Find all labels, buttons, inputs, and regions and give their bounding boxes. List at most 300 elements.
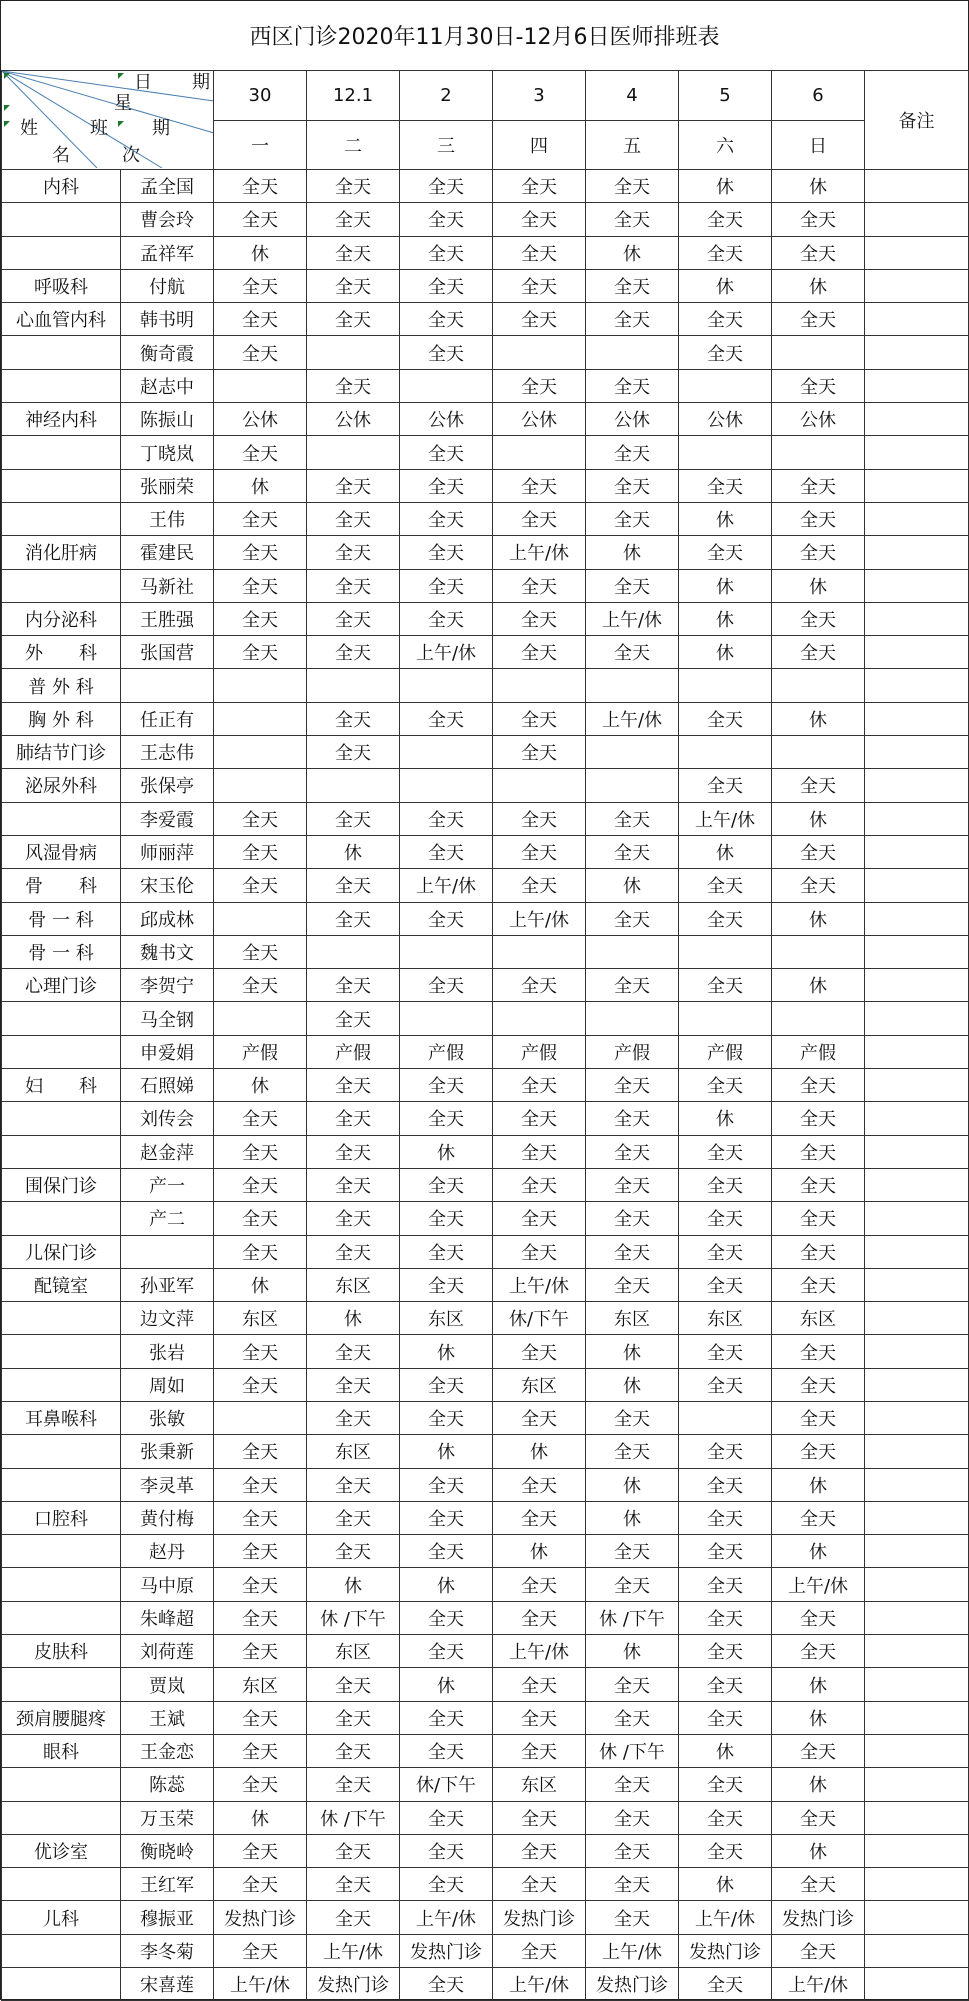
shift-cell: 全天 xyxy=(772,835,865,868)
shift-cell: 全天 xyxy=(400,1868,493,1901)
shift-cell xyxy=(400,369,493,402)
remark-cell xyxy=(865,1734,969,1767)
shift-cell: 全天 xyxy=(679,1968,772,2001)
shift-cell: 全天 xyxy=(493,1168,586,1201)
shift-cell: 全天 xyxy=(307,1768,400,1801)
shift-cell: 休 xyxy=(214,469,307,502)
shift-cell: 休 xyxy=(772,569,865,602)
shift-cell xyxy=(586,336,679,369)
cell-marker-icon xyxy=(118,121,124,127)
table-row xyxy=(2,1934,969,1967)
shift-cell: 全天 xyxy=(586,902,679,935)
shift-cell: 全天 xyxy=(772,769,865,802)
shift-cell: 全天 xyxy=(307,502,400,535)
shift-cell: 全天 xyxy=(772,1335,865,1368)
table-row xyxy=(2,869,969,902)
shift-cell: 全天 xyxy=(307,369,400,402)
shift-cell: 全天 xyxy=(214,869,307,902)
remark-cell xyxy=(865,1601,969,1634)
shift-cell: 全天 xyxy=(493,636,586,669)
table-row xyxy=(2,1968,969,2001)
table-row xyxy=(2,1701,969,1734)
table-row xyxy=(2,1069,969,1102)
shift-cell xyxy=(772,736,865,769)
shift-cell: 全天 xyxy=(493,469,586,502)
department-cell xyxy=(2,336,121,369)
table-row xyxy=(2,1801,969,1834)
corner-header-cell xyxy=(2,71,214,170)
shift-cell: 全天 xyxy=(214,336,307,369)
shift-cell: 上午/休 xyxy=(493,902,586,935)
table-row xyxy=(2,969,969,1002)
shift-cell xyxy=(214,736,307,769)
shift-cell: 全天 xyxy=(214,1368,307,1401)
shift-cell: 全天 xyxy=(214,1501,307,1534)
department-cell: 普 外 科 xyxy=(2,669,121,702)
shift-cell: 休 xyxy=(586,1368,679,1401)
shift-cell xyxy=(214,1401,307,1434)
remark-cell xyxy=(865,436,969,469)
shift-cell: 休 /下午 xyxy=(586,1734,679,1767)
department-cell xyxy=(2,1868,121,1901)
doctor-name-cell: 周如 xyxy=(121,1368,214,1401)
department-cell: 皮肤科 xyxy=(2,1635,121,1668)
shift-cell: 全天 xyxy=(772,236,865,269)
table-row xyxy=(2,403,969,436)
shift-cell: 全天 xyxy=(493,1401,586,1434)
shift-cell: 休 xyxy=(586,536,679,569)
doctor-name-cell: 黄付梅 xyxy=(121,1501,214,1534)
remark-cell xyxy=(865,403,969,436)
table-row xyxy=(2,236,969,269)
shift-cell: 全天 xyxy=(772,1368,865,1401)
shift-cell: 休 xyxy=(772,269,865,302)
shift-cell: 全天 xyxy=(214,1601,307,1634)
shift-cell: 全天 xyxy=(493,1501,586,1534)
shift-cell: 全天 xyxy=(307,1368,400,1401)
department-cell xyxy=(2,502,121,535)
shift-cell: 全天 xyxy=(679,1368,772,1401)
shift-cell xyxy=(772,1002,865,1035)
shift-cell: 全天 xyxy=(679,303,772,336)
shift-cell: 全天 xyxy=(214,1102,307,1135)
shift-cell: 全天 xyxy=(679,1135,772,1168)
table-row xyxy=(2,303,969,336)
corner-label-qi-mid: 期 xyxy=(152,118,170,139)
shift-cell: 全天 xyxy=(493,1801,586,1834)
shift-cell xyxy=(400,769,493,802)
shift-cell: 全天 xyxy=(493,1668,586,1701)
department-cell xyxy=(2,1801,121,1834)
shift-cell: 全天 xyxy=(772,1501,865,1534)
remark-cell xyxy=(865,1302,969,1335)
remark-cell xyxy=(865,336,969,369)
shift-cell: 全天 xyxy=(772,1601,865,1634)
shift-cell: 休 xyxy=(772,902,865,935)
shift-cell: 休 xyxy=(772,1834,865,1867)
shift-cell: 全天 xyxy=(400,469,493,502)
shift-cell: 全天 xyxy=(586,1834,679,1867)
doctor-name-cell: 师丽萍 xyxy=(121,835,214,868)
remark-cell xyxy=(865,1468,969,1501)
table-row xyxy=(2,336,969,369)
table-row xyxy=(2,436,969,469)
shift-cell: 全天 xyxy=(307,636,400,669)
shift-cell: 休 xyxy=(400,1135,493,1168)
shift-cell: 全天 xyxy=(307,536,400,569)
remark-cell xyxy=(865,170,969,203)
shift-cell: 休 xyxy=(307,1568,400,1601)
department-cell xyxy=(2,1968,121,2001)
shift-cell: 全天 xyxy=(586,1868,679,1901)
shift-cell: 东区 xyxy=(493,1368,586,1401)
department-cell xyxy=(2,569,121,602)
shift-cell: 全天 xyxy=(493,1568,586,1601)
department-cell: 呼吸科 xyxy=(2,269,121,302)
shift-cell: 全天 xyxy=(400,1069,493,1102)
table-row xyxy=(2,1302,969,1335)
shift-cell: 休 /下午 xyxy=(307,1801,400,1834)
doctor-name-cell: 张国营 xyxy=(121,636,214,669)
doctor-name-cell: 任正有 xyxy=(121,702,214,735)
shift-cell: 全天 xyxy=(679,1501,772,1534)
shift-cell: 休 xyxy=(493,1435,586,1468)
shift-cell: 全天 xyxy=(400,1368,493,1401)
doctor-name-cell: 申爱娟 xyxy=(121,1035,214,1068)
shift-cell: 休 xyxy=(772,170,865,203)
department-cell xyxy=(2,1302,121,1335)
shift-cell: 全天 xyxy=(214,436,307,469)
shift-cell: 全天 xyxy=(493,1069,586,1102)
shift-cell: 全天 xyxy=(586,1135,679,1168)
shift-cell: 全天 xyxy=(214,1868,307,1901)
remark-cell xyxy=(865,802,969,835)
shift-cell: 休 xyxy=(400,1335,493,1368)
shift-cell: 全天 xyxy=(772,1435,865,1468)
shift-cell xyxy=(772,935,865,968)
shift-cell: 休 xyxy=(679,1868,772,1901)
doctor-name-cell: 贾岚 xyxy=(121,1668,214,1701)
shift-cell: 全天 xyxy=(586,1568,679,1601)
department-cell: 骨 一 科 xyxy=(2,902,121,935)
shift-cell: 全天 xyxy=(586,1901,679,1934)
shift-cell: 全天 xyxy=(307,1002,400,1035)
shift-cell: 全天 xyxy=(586,1435,679,1468)
shift-cell: 休 xyxy=(214,1069,307,1102)
shift-cell: 全天 xyxy=(214,170,307,203)
shift-cell: 全天 xyxy=(214,303,307,336)
table-row xyxy=(2,1268,969,1301)
shift-cell: 发热门诊 xyxy=(679,1934,772,1967)
table-row xyxy=(2,1901,969,1934)
doctor-name-cell: 王金恋 xyxy=(121,1734,214,1767)
shift-cell xyxy=(307,669,400,702)
doctor-name-cell: 穆振亚 xyxy=(121,1901,214,1934)
remark-cell xyxy=(865,669,969,702)
shift-cell: 全天 xyxy=(586,203,679,236)
remark-cell xyxy=(865,1668,969,1701)
department-cell: 泌尿外科 xyxy=(2,769,121,802)
shift-cell: 休 xyxy=(679,502,772,535)
remark-cell xyxy=(865,1801,969,1834)
department-cell xyxy=(2,1435,121,1468)
shift-cell xyxy=(214,369,307,402)
shift-cell: 全天 xyxy=(214,502,307,535)
department-cell xyxy=(2,369,121,402)
shift-cell xyxy=(214,1002,307,1035)
shift-cell: 全天 xyxy=(214,569,307,602)
shift-cell: 全天 xyxy=(772,636,865,669)
table-row xyxy=(2,702,969,735)
table-row xyxy=(2,1401,969,1434)
doctor-name-cell: 衡奇霞 xyxy=(121,336,214,369)
shift-cell: 全天 xyxy=(772,1168,865,1201)
shift-cell: 休 xyxy=(772,1535,865,1568)
shift-cell: 全天 xyxy=(493,1468,586,1501)
shift-cell xyxy=(586,935,679,968)
shift-cell: 全天 xyxy=(400,602,493,635)
shift-cell: 公休 xyxy=(214,403,307,436)
shift-cell: 上午/休 xyxy=(214,1968,307,2001)
shift-cell: 公休 xyxy=(400,403,493,436)
shift-cell: 产假 xyxy=(679,1035,772,1068)
shift-cell xyxy=(772,336,865,369)
remark-cell xyxy=(865,1701,969,1734)
shift-cell: 全天 xyxy=(307,1202,400,1235)
remark-cell xyxy=(865,702,969,735)
shift-cell: 东区 xyxy=(772,1302,865,1335)
shift-cell: 全天 xyxy=(400,1401,493,1434)
shift-cell: 全天 xyxy=(679,203,772,236)
shift-cell: 上午/休 xyxy=(400,869,493,902)
shift-cell: 全天 xyxy=(493,1202,586,1235)
doctor-name-cell: 马中原 xyxy=(121,1568,214,1601)
date-header: 2 xyxy=(400,71,493,121)
shift-cell: 休 xyxy=(400,1668,493,1701)
shift-cell: 发热门诊 xyxy=(214,1901,307,1934)
table-row xyxy=(2,769,969,802)
shift-cell: 全天 xyxy=(679,1568,772,1601)
remark-cell xyxy=(865,769,969,802)
weekday-header: 二 xyxy=(307,121,400,170)
shift-cell: 全天 xyxy=(772,502,865,535)
shift-cell: 东区 xyxy=(307,1435,400,1468)
remark-cell xyxy=(865,869,969,902)
shift-cell xyxy=(400,736,493,769)
shift-cell xyxy=(586,769,679,802)
shift-cell: 休 xyxy=(214,1268,307,1301)
shift-cell: 发热门诊 xyxy=(307,1968,400,2001)
shift-cell: 全天 xyxy=(493,1235,586,1268)
shift-cell: 全天 xyxy=(493,1335,586,1368)
shift-cell: 全天 xyxy=(400,1102,493,1135)
table-row xyxy=(2,835,969,868)
remark-cell xyxy=(865,1834,969,1867)
shift-cell xyxy=(772,436,865,469)
doctor-name-cell: 孙亚军 xyxy=(121,1268,214,1301)
shift-cell: 全天 xyxy=(679,702,772,735)
shift-cell: 全天 xyxy=(214,1202,307,1235)
shift-cell: 全天 xyxy=(400,1734,493,1767)
department-cell: 风湿骨病 xyxy=(2,835,121,868)
remark-cell xyxy=(865,1934,969,1967)
shift-cell: 全天 xyxy=(679,1268,772,1301)
shift-cell: 公休 xyxy=(493,403,586,436)
shift-cell: 全天 xyxy=(679,869,772,902)
shift-cell: 全天 xyxy=(307,802,400,835)
shift-cell: 全天 xyxy=(214,1834,307,1867)
shift-cell: 全天 xyxy=(679,1768,772,1801)
shift-cell xyxy=(679,369,772,402)
shift-cell: 全天 xyxy=(493,802,586,835)
shift-cell: 全天 xyxy=(214,1635,307,1668)
shift-cell: 全天 xyxy=(400,536,493,569)
doctor-name-cell: 马新社 xyxy=(121,569,214,602)
corner-label-ci: 次 xyxy=(122,145,140,166)
doctor-name-cell: 石照娣 xyxy=(121,1069,214,1102)
department-cell: 胸 外 科 xyxy=(2,702,121,735)
table-row xyxy=(2,1734,969,1767)
shift-cell: 上午/休 xyxy=(586,1934,679,1967)
department-cell xyxy=(2,1202,121,1235)
shift-cell: 全天 xyxy=(214,1335,307,1368)
shift-cell: 全天 xyxy=(400,1535,493,1568)
department-cell: 围保门诊 xyxy=(2,1168,121,1201)
corner-label-ban: 班 xyxy=(90,118,108,139)
shift-cell: 全天 xyxy=(307,602,400,635)
shift-cell: 上午/休 xyxy=(493,536,586,569)
shift-cell: 全天 xyxy=(307,969,400,1002)
shift-cell: 全天 xyxy=(400,236,493,269)
shift-cell: 发热门诊 xyxy=(772,1901,865,1934)
department-cell xyxy=(2,203,121,236)
shift-cell: 产假 xyxy=(400,1035,493,1068)
shift-cell xyxy=(493,769,586,802)
doctor-name-cell: 陈振山 xyxy=(121,403,214,436)
remark-cell xyxy=(865,303,969,336)
doctor-name-cell: 衡晓岭 xyxy=(121,1834,214,1867)
shift-cell: 全天 xyxy=(679,1801,772,1834)
shift-cell: 休/下午 xyxy=(493,1302,586,1335)
shift-cell: 全天 xyxy=(400,303,493,336)
date-header: 3 xyxy=(493,71,586,121)
weekday-header: 一 xyxy=(214,121,307,170)
department-cell: 神经内科 xyxy=(2,403,121,436)
shift-cell: 上午/休 xyxy=(772,1968,865,2001)
shift-cell xyxy=(772,669,865,702)
shift-cell: 休 xyxy=(679,835,772,868)
department-cell: 骨 科 xyxy=(2,869,121,902)
shift-cell xyxy=(400,1002,493,1035)
shift-cell: 休 xyxy=(586,236,679,269)
shift-cell: 全天 xyxy=(307,1701,400,1734)
table-row xyxy=(2,502,969,535)
remark-cell xyxy=(865,203,969,236)
remark-cell xyxy=(865,369,969,402)
shift-cell: 休 xyxy=(214,236,307,269)
shift-cell: 全天 xyxy=(307,1069,400,1102)
department-cell: 儿科 xyxy=(2,1901,121,1934)
shift-cell: 休 xyxy=(772,1668,865,1701)
table-row xyxy=(2,536,969,569)
shift-cell: 全天 xyxy=(493,569,586,602)
doctor-name-cell: 赵志中 xyxy=(121,369,214,402)
department-cell: 内分泌科 xyxy=(2,602,121,635)
shift-cell: 全天 xyxy=(679,536,772,569)
shift-cell xyxy=(307,436,400,469)
shift-cell: 休 xyxy=(679,1102,772,1135)
shift-cell: 全天 xyxy=(586,369,679,402)
remark-cell xyxy=(865,236,969,269)
shift-cell: 全天 xyxy=(214,1768,307,1801)
shift-cell: 全天 xyxy=(493,869,586,902)
remark-cell xyxy=(865,536,969,569)
shift-cell: 休 xyxy=(400,1568,493,1601)
remark-cell xyxy=(865,636,969,669)
remark-cell xyxy=(865,736,969,769)
doctor-name-cell: 王伟 xyxy=(121,502,214,535)
shift-cell: 全天 xyxy=(400,1235,493,1268)
shift-cell: 公休 xyxy=(586,403,679,436)
shift-cell: 全天 xyxy=(400,1801,493,1834)
shift-cell: 全天 xyxy=(586,969,679,1002)
table-row xyxy=(2,935,969,968)
shift-cell: 东区 xyxy=(214,1302,307,1335)
shift-cell: 上午/休 xyxy=(679,802,772,835)
shift-cell: 产假 xyxy=(307,1035,400,1068)
shift-cell xyxy=(307,769,400,802)
shift-cell: 全天 xyxy=(586,1168,679,1201)
remark-cell xyxy=(865,269,969,302)
shift-cell: 全天 xyxy=(307,1401,400,1434)
shift-cell xyxy=(493,436,586,469)
department-cell xyxy=(2,1102,121,1135)
doctor-name-cell: 朱峰超 xyxy=(121,1601,214,1634)
shift-cell: 全天 xyxy=(307,1135,400,1168)
shift-cell: 全天 xyxy=(307,469,400,502)
doctor-name-cell: 张敏 xyxy=(121,1401,214,1434)
shift-cell: 休 xyxy=(772,1468,865,1501)
shift-cell: 全天 xyxy=(307,869,400,902)
shift-cell: 全天 xyxy=(214,602,307,635)
department-cell: 颈肩腰腿疼 xyxy=(2,1701,121,1734)
shift-cell: 休 xyxy=(586,1468,679,1501)
shift-cell: 全天 xyxy=(400,902,493,935)
shift-cell xyxy=(493,935,586,968)
table-row xyxy=(2,1535,969,1568)
shift-cell: 上午/休 xyxy=(493,1635,586,1668)
department-cell: 肺结节门诊 xyxy=(2,736,121,769)
remark-cell xyxy=(865,569,969,602)
doctor-name-cell: 产一 xyxy=(121,1168,214,1201)
table-row xyxy=(2,269,969,302)
shift-cell: 全天 xyxy=(493,702,586,735)
doctor-name-cell: 王斌 xyxy=(121,1701,214,1734)
doctor-name-cell: 张秉新 xyxy=(121,1435,214,1468)
shift-cell: 全天 xyxy=(400,1468,493,1501)
table-row xyxy=(2,569,969,602)
department-cell xyxy=(2,1135,121,1168)
shift-cell xyxy=(493,1002,586,1035)
shift-cell: 全天 xyxy=(772,1934,865,1967)
shift-cell: 全天 xyxy=(214,1734,307,1767)
shift-cell: 产假 xyxy=(493,1035,586,1068)
shift-cell: 全天 xyxy=(400,969,493,1002)
table-row xyxy=(2,902,969,935)
shift-cell xyxy=(586,669,679,702)
doctor-name-cell: 王红军 xyxy=(121,1868,214,1901)
shift-cell: 全天 xyxy=(400,1834,493,1867)
